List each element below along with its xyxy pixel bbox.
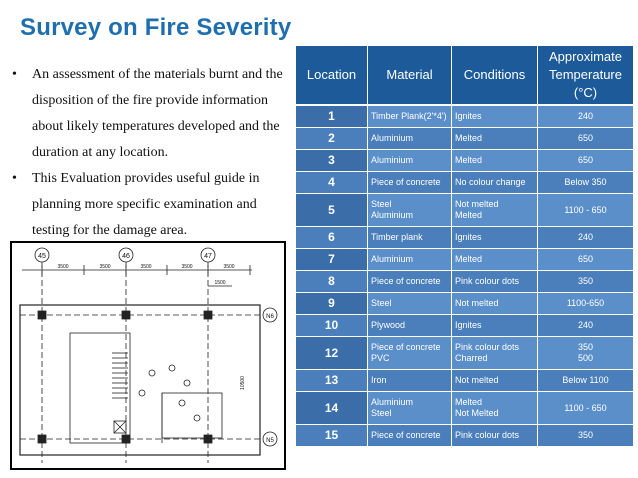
cell-material [368,271,452,293]
cell-location: 9 [296,293,368,315]
cell-temperature [538,293,634,315]
cell-conditions [452,370,538,392]
cell-location: 3 [296,150,368,172]
cell-conditions-line: Melted [455,210,483,220]
cell-temperature-line: 650 [577,155,594,165]
table-header-row [296,46,634,106]
cell-conditions [452,194,538,227]
cell-conditions-line: Melted [455,254,483,264]
cell-material-line: Aluminium [371,254,414,264]
cell-conditions-line: Pink colour dots [455,430,520,440]
cell-conditions [452,271,538,293]
cell-material-line: Timber plank [371,232,423,242]
bullet-text: An assessment of the materials burnt and the disposition of the fire provide information about likely temperatures developed and the duration at any location. [32,67,283,160]
cell-temperature [538,271,634,293]
cell-material-line: Piece of concrete [371,430,441,440]
cell-location: 4 [296,172,368,194]
bullet-dot: • [12,171,17,186]
cell-temperature [538,194,634,227]
cell-temperature-line: 350 [577,430,594,440]
cell-conditions-line: No colour change [455,177,526,187]
cell-material [368,337,452,370]
table-row [296,227,634,249]
cell-material [368,315,452,337]
cell-location: 14 [296,392,368,425]
cell-temperature-line: 240 [577,111,594,121]
table-row [296,337,634,370]
cell-material [368,227,452,249]
table-row [296,194,634,227]
cell-temperature-line: Below 350 [564,177,607,187]
grid-label: 45 [38,253,46,260]
cell-conditions [452,315,538,337]
cell-material-line: Iron [371,375,387,385]
cell-temperature [538,370,634,392]
cell-temperature-line: 240 [577,320,594,330]
table-body [296,106,634,447]
cell-temperature-line: 350 [577,276,594,286]
cell-material [368,172,452,194]
cell-temperature-line: 1100-650 [566,298,605,308]
cell-material [368,392,452,425]
cell-conditions [452,392,538,425]
cell-location: 12 [296,337,368,370]
cell-conditions-line: Ignites [455,111,482,121]
table-row [296,315,634,337]
cell-material [368,128,452,150]
column-header-material: Material [368,46,452,106]
cell-conditions [452,172,538,194]
cell-conditions-line: Pink colour dots [455,342,520,352]
cell-material-line: PVC [371,353,390,363]
cell-temperature-line: 350 [577,342,594,352]
cell-conditions [452,106,538,128]
cell-temperature [538,150,634,172]
slide-title: Survey on Fire Severity [20,14,292,41]
table-row [296,370,634,392]
cell-material-line: Plywood [371,320,406,330]
dimension-label: 3500 [181,264,193,270]
cell-material-line: Piece of concrete [371,177,441,187]
cell-location: 15 [296,425,368,447]
cell-temperature [538,392,634,425]
cell-temperature-line: 1100 - 650 [564,402,607,413]
cell-conditions [452,425,538,447]
cell-conditions-line: Melted [455,397,483,407]
table-row [296,150,634,172]
cell-location: 2 [296,128,368,150]
row-label: N6 [266,314,274,320]
bullet-list [10,62,290,244]
cell-conditions-line: Charred [455,353,488,363]
cell-material [368,194,452,227]
cell-material-line: Steel [371,408,392,418]
cell-material-line: Aluminium [371,155,414,165]
cell-temperature-line: 650 [577,254,594,264]
table-row [296,128,634,150]
cell-conditions [452,249,538,271]
cell-temperature [538,315,634,337]
cell-temperature-line: 650 [577,133,594,143]
cell-conditions [452,337,538,370]
cell-conditions-line: Not melted [455,375,499,385]
cell-conditions-line: Ignites [455,232,482,242]
column-header-location: Location [296,46,368,106]
cell-conditions [452,293,538,315]
cell-conditions-line: Not Melted [455,408,499,418]
cell-location: 13 [296,370,368,392]
cell-conditions-line: Pink colour dots [455,276,520,286]
cell-conditions-line: Not melted [455,199,499,209]
table-row [296,106,634,128]
bullet-dot: • [12,67,17,82]
fire-severity-table [296,46,634,447]
floor-plan-drawing [10,241,286,470]
fire-severity-table-wrapper [296,46,634,466]
column-header-temperature: Approximate Temperature (°C) [538,46,634,106]
column-header-conditions: Conditions [452,46,538,106]
cell-material [368,106,452,128]
grid-label: 46 [122,253,130,260]
cell-conditions-line: Melted [455,133,483,143]
dimension-label: 3500 [57,264,69,270]
cell-temperature [538,425,634,447]
cell-temperature [538,337,634,370]
cell-location: 8 [296,271,368,293]
table-row [296,249,634,271]
cell-conditions [452,227,538,249]
cell-material [368,425,452,447]
cell-conditions [452,128,538,150]
cell-material [368,150,452,172]
cell-location: 1 [296,106,368,128]
cell-conditions-line: Not melted [455,298,499,308]
cell-material-line: Timber Plank(2'*4') [371,111,447,121]
cell-temperature-line: 1100 - 650 [564,204,607,215]
cell-material-line: Aluminium [371,397,414,407]
cell-conditions-line: Melted [455,155,483,165]
cell-material-line: Aluminium [371,133,414,143]
cell-location: 10 [296,315,368,337]
dimension-label: 3500 [140,264,152,270]
cell-temperature [538,227,634,249]
cell-temperature-line: 500 [577,353,594,363]
bullet-item [10,166,290,244]
bullet-item [10,62,290,166]
bullet-text: This Evaluation provides useful guide in planning more specific examination and testing for the damage area. [32,171,260,238]
cell-material-line: Piece of concrete [371,342,441,352]
table-row [296,172,634,194]
cell-material [368,370,452,392]
cell-material-line: Aluminium [371,210,414,220]
row-label: N5 [266,438,274,444]
cell-temperature-line: 240 [577,232,594,242]
dimension-label: 3500 [223,264,235,270]
cell-material [368,293,452,315]
dimension-label: 1500 [214,280,226,286]
grid-label: 47 [204,253,212,260]
cell-temperature [538,172,634,194]
cell-conditions [452,150,538,172]
cell-material [368,249,452,271]
dimension-label: 3500 [99,264,111,270]
cell-temperature [538,249,634,271]
table-row [296,392,634,425]
cell-temperature-line: Below 1100 [562,375,609,385]
table-row [296,293,634,315]
cell-location: 7 [296,249,368,271]
cell-temperature [538,128,634,150]
cell-material-line: Steel [371,199,392,209]
floor-plan-svg [12,243,284,468]
dimension-label: 10500 [240,376,246,390]
table-row [296,425,634,447]
cell-material-line: Piece of concrete [371,276,441,286]
cell-temperature [538,106,634,128]
cell-conditions-line: Ignites [455,320,482,330]
cell-location: 6 [296,227,368,249]
cell-material-line: Steel [371,298,392,308]
cell-location: 5 [296,194,368,227]
table-row [296,271,634,293]
